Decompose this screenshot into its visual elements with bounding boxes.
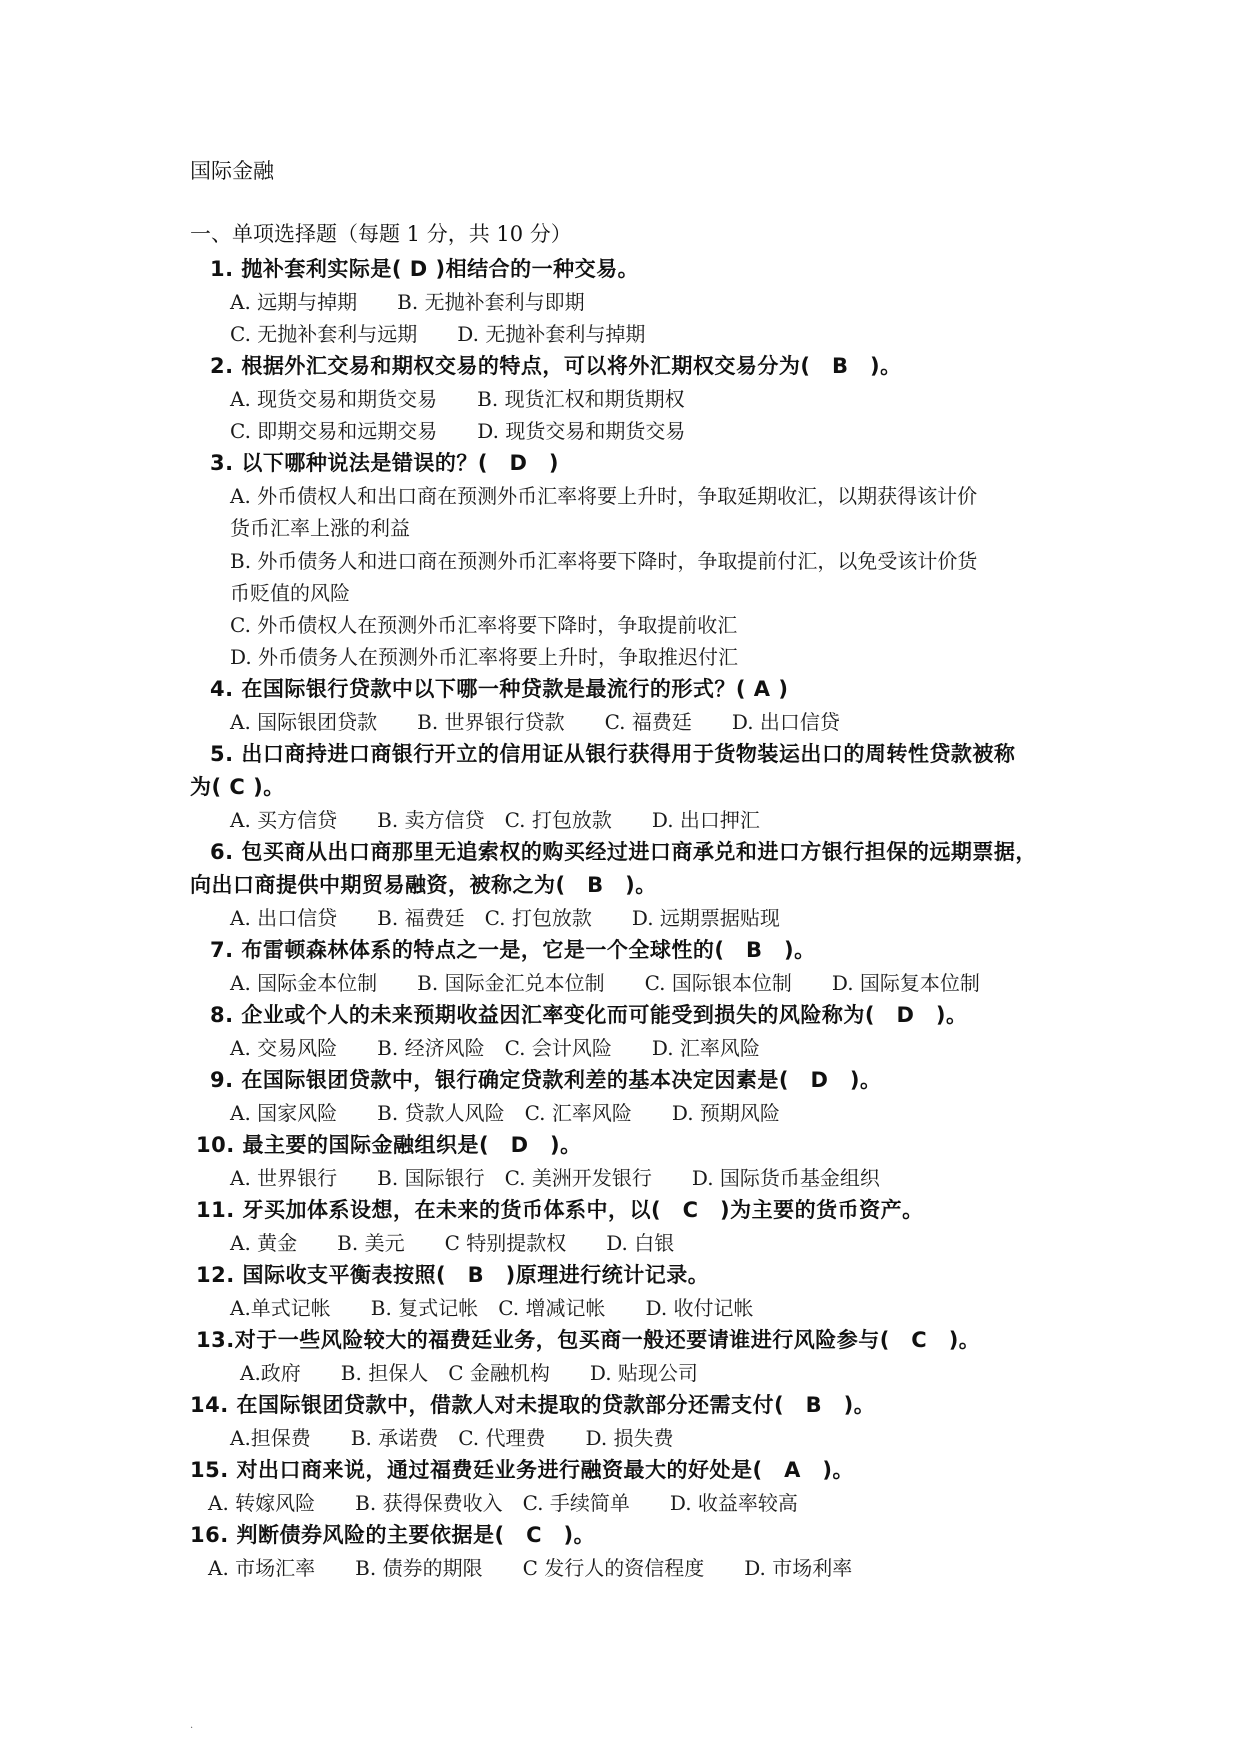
document-title: 国际金融 (190, 159, 274, 183)
question-3-option-b-cont: 币贬值的风险 (230, 581, 350, 605)
question-16: 16. 判断债券风险的主要依据是( C )。 (190, 1523, 596, 1547)
question-5: 5. 出口商持进口商银行开立的信用证从银行获得用于货物装运出口的周转性贷款被称 (210, 742, 1016, 766)
question-16-options: A. 市场汇率 B. 债券的期限 C 发行人的资信程度 D. 市场利率 (208, 1556, 853, 1580)
question-2-options-row-2: C. 即期交易和远期交易 D. 现货交易和期货交易 (230, 419, 686, 443)
question-6: 6. 包买商从出口商那里无追索权的购买经过进口商承兑和进口方银行担保的远期票据， (210, 840, 1037, 864)
question-14: 14. 在国际银团贷款中，借款人对未提取的贷款部分还需支付( B )。 (190, 1393, 876, 1417)
question-6-options: A. 出口信贷 B. 福费廷 C. 打包放款 D. 远期票据贴现 (230, 906, 780, 930)
question-8: 8. 企业或个人的未来预期收益因汇率变化而可能受到损失的风险称为( D )。 (210, 1003, 968, 1027)
section-heading: 一、单项选择题（每题 1 分，共 10 分） (190, 222, 572, 246)
question-6-cont: 向出口商提供中期贸易融资，被称之为( B )。 (190, 873, 657, 897)
question-3: 3. 以下哪种说法是错误的？( D ) (210, 451, 560, 475)
question-3-option-a: A. 外币债权人和出口商在预测外币汇率将要上升时，争取延期收汇，以期获得该计价 (230, 484, 978, 508)
question-7: 7. 布雷顿森林体系的特点之一是，它是一个全球性的( B )。 (210, 938, 816, 962)
question-5-options: A. 买方信贷 B. 卖方信贷 C. 打包放款 D. 出口押汇 (230, 808, 760, 832)
question-11: 11. 牙买加体系设想，在未来的货币体系中，以( C )为主要的货币资产。 (196, 1198, 924, 1222)
question-15-options: A. 转嫁风险 B. 获得保费收入 C. 手续简单 D. 收益率较高 (208, 1491, 798, 1515)
question-9: 9. 在国际银团贷款中，银行确定贷款利差的基本决定因素是( D )。 (210, 1068, 882, 1092)
question-13: 13.对于一些风险较大的福费廷业务，包买商一般还要请谁进行风险参与( C )。 (196, 1328, 981, 1352)
question-4-options: A. 国际银团贷款 B. 世界银行贷款 C. 福费廷 D. 出口信贷 (230, 710, 840, 734)
question-5-cont: 为( C )。 (190, 775, 285, 799)
question-12-options: A.单式记帐 B. 复式记帐 C. 增减记帐 D. 收付记帐 (230, 1296, 754, 1320)
question-2-options-row-1: A. 现货交易和期货交易 B. 现货汇权和期货期权 (230, 387, 685, 411)
question-9-options: A. 国家风险 B. 贷款人风险 C. 汇率风险 D. 预期风险 (230, 1101, 780, 1125)
question-7-options: A. 国际金本位制 B. 国际金汇兑本位制 C. 国际银本位制 D. 国际复本位制 (230, 971, 980, 995)
question-3-option-a-cont: 货币汇率上涨的利益 (230, 516, 410, 540)
question-8-options: A. 交易风险 B. 经济风险 C. 会计风险 D. 汇率风险 (230, 1036, 760, 1060)
question-1-options-row-2: C. 无抛补套利与远期 D. 无抛补套利与掉期 (230, 322, 646, 346)
footer-dot: . (190, 1720, 194, 1731)
question-3-option-d: D. 外币债务人在预测外币汇率将要上升时，争取推迟付汇 (230, 645, 739, 669)
question-3-option-b: B. 外币债务人和进口商在预测外币汇率将要下降时，争取提前付汇，以免受该计价货 (230, 549, 978, 573)
question-3-option-c: C. 外币债权人在预测外币汇率将要下降时，争取提前收汇 (230, 613, 738, 637)
question-10-options: A. 世界银行 B. 国际银行 C. 美洲开发银行 D. 国际货币基金组织 (230, 1166, 880, 1190)
question-4: 4. 在国际银行贷款中以下哪一种贷款是最流行的形式？( A ) (210, 677, 789, 701)
question-1-options-row-1: A. 远期与掉期 B. 无抛补套利与即期 (230, 290, 585, 314)
question-12: 12. 国际收支平衡表按照( B )原理进行统计记录。 (196, 1263, 710, 1287)
question-15: 15. 对出口商来说，通过福费廷业务进行融资最大的好处是( A )。 (190, 1458, 854, 1482)
question-11-options: A. 黄金 B. 美元 C 特别提款权 D. 白银 (230, 1231, 675, 1255)
question-14-options: A.担保费 B. 承诺费 C. 代理费 D. 损失费 (230, 1426, 674, 1450)
question-1: 1. 抛补套利实际是( D )相结合的一种交易。 (210, 257, 640, 281)
question-2: 2. 根据外汇交易和期权交易的特点，可以将外汇期权交易分为( B )。 (210, 354, 902, 378)
question-13-options: A.政府 B. 担保人 C 金融机构 D. 贴现公司 (240, 1361, 698, 1385)
question-10: 10. 最主要的国际金融组织是( D )。 (196, 1133, 582, 1157)
